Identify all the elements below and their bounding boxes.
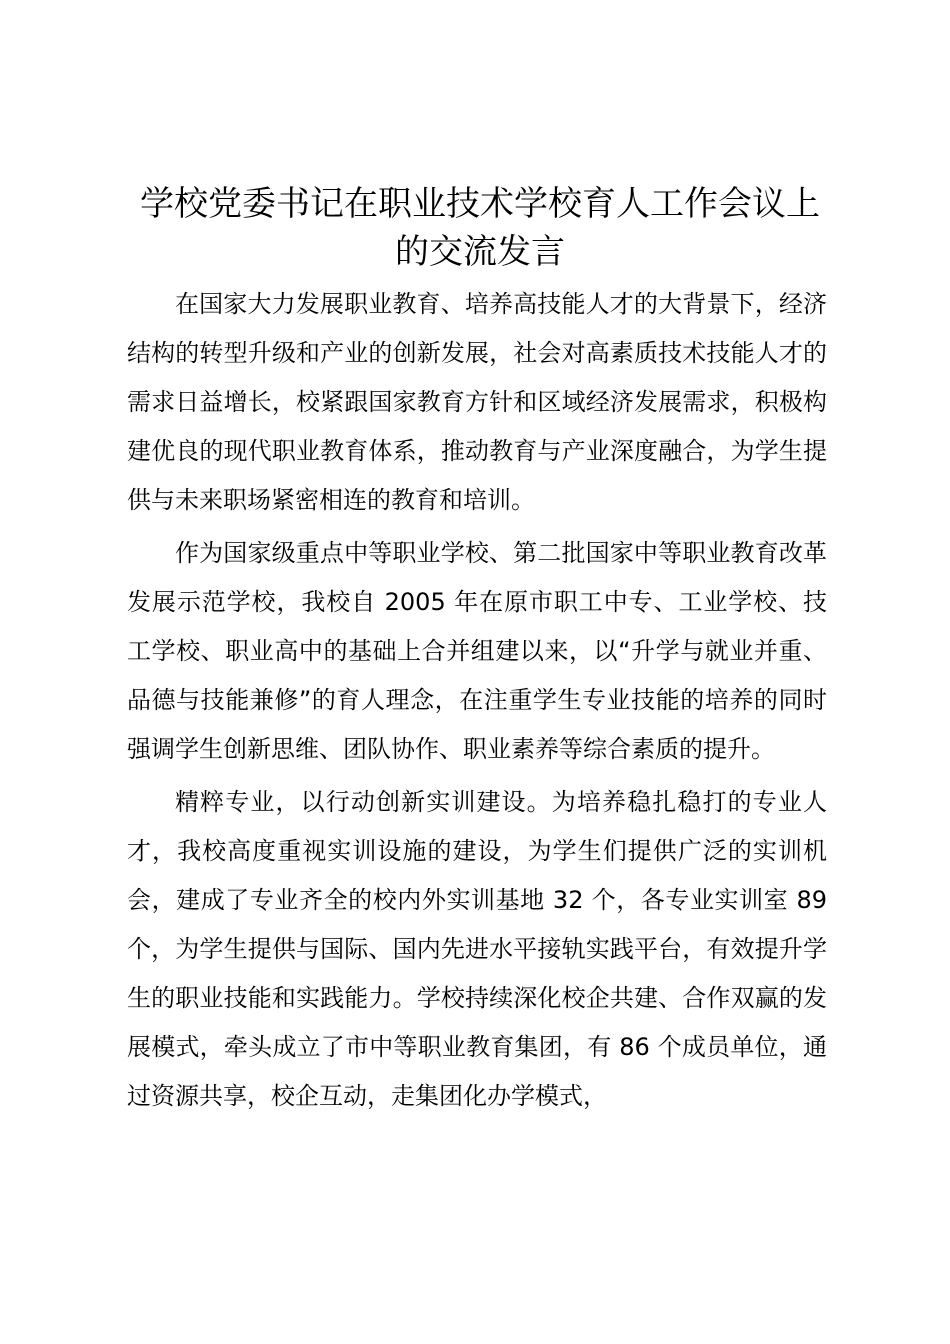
paragraph-2: 作为国家级重点中等职业学校、第二批国家中等职业教育改革发展示范学校，我校自 2005 年在原市职工中专、工业学校、技工学校、职业高中的基础上合并组建以来，以“升学与就业并重、品德与技能兼修”的育人理念，在注重学生专业技能的培养的同时强调学生创新思维、团队协作、职业素养等综合素质的提升。	[127, 539, 827, 763]
document-body	[127, 280, 827, 1121]
title-line-2: 的交流发言	[395, 232, 565, 272]
document-title	[120, 180, 840, 276]
paragraph-1: 在国家大力发展职业教育、培养高技能人才的大背景下，经济结构的转型升级和产业的创新发展，社会对高素质技术技能人才的需求日益增长，校紧跟国家教育方针和区域经济发展需求，积极构建优良的现代职业教育体系，推动教育与产业深度融合，为学生提供与未来职场紧密相连的教育和培训。	[127, 290, 827, 514]
paragraph-3: 精粹专业，以行动创新实训建设。为培养稳扎稳打的专业人才，我校高度重视实训设施的建设，为学生们提供广泛的实训机会，建成了专业齐全的校内外实训基地 32 个，各专业实训室 89 个，为学生提供与国际、国内先进水平接轨实践平台，有效提升学生的职业技能和实践能力。学校持续深化校企共建、合作双赢的发展模式，牵头成立了市中等职业教育集团，有 86 个成员单位，通过资源共享，校企互动，走集团化办学模式，	[127, 788, 827, 1110]
title-line-1: 学校党委书记在职业技术学校育人工作会议上	[140, 184, 820, 224]
